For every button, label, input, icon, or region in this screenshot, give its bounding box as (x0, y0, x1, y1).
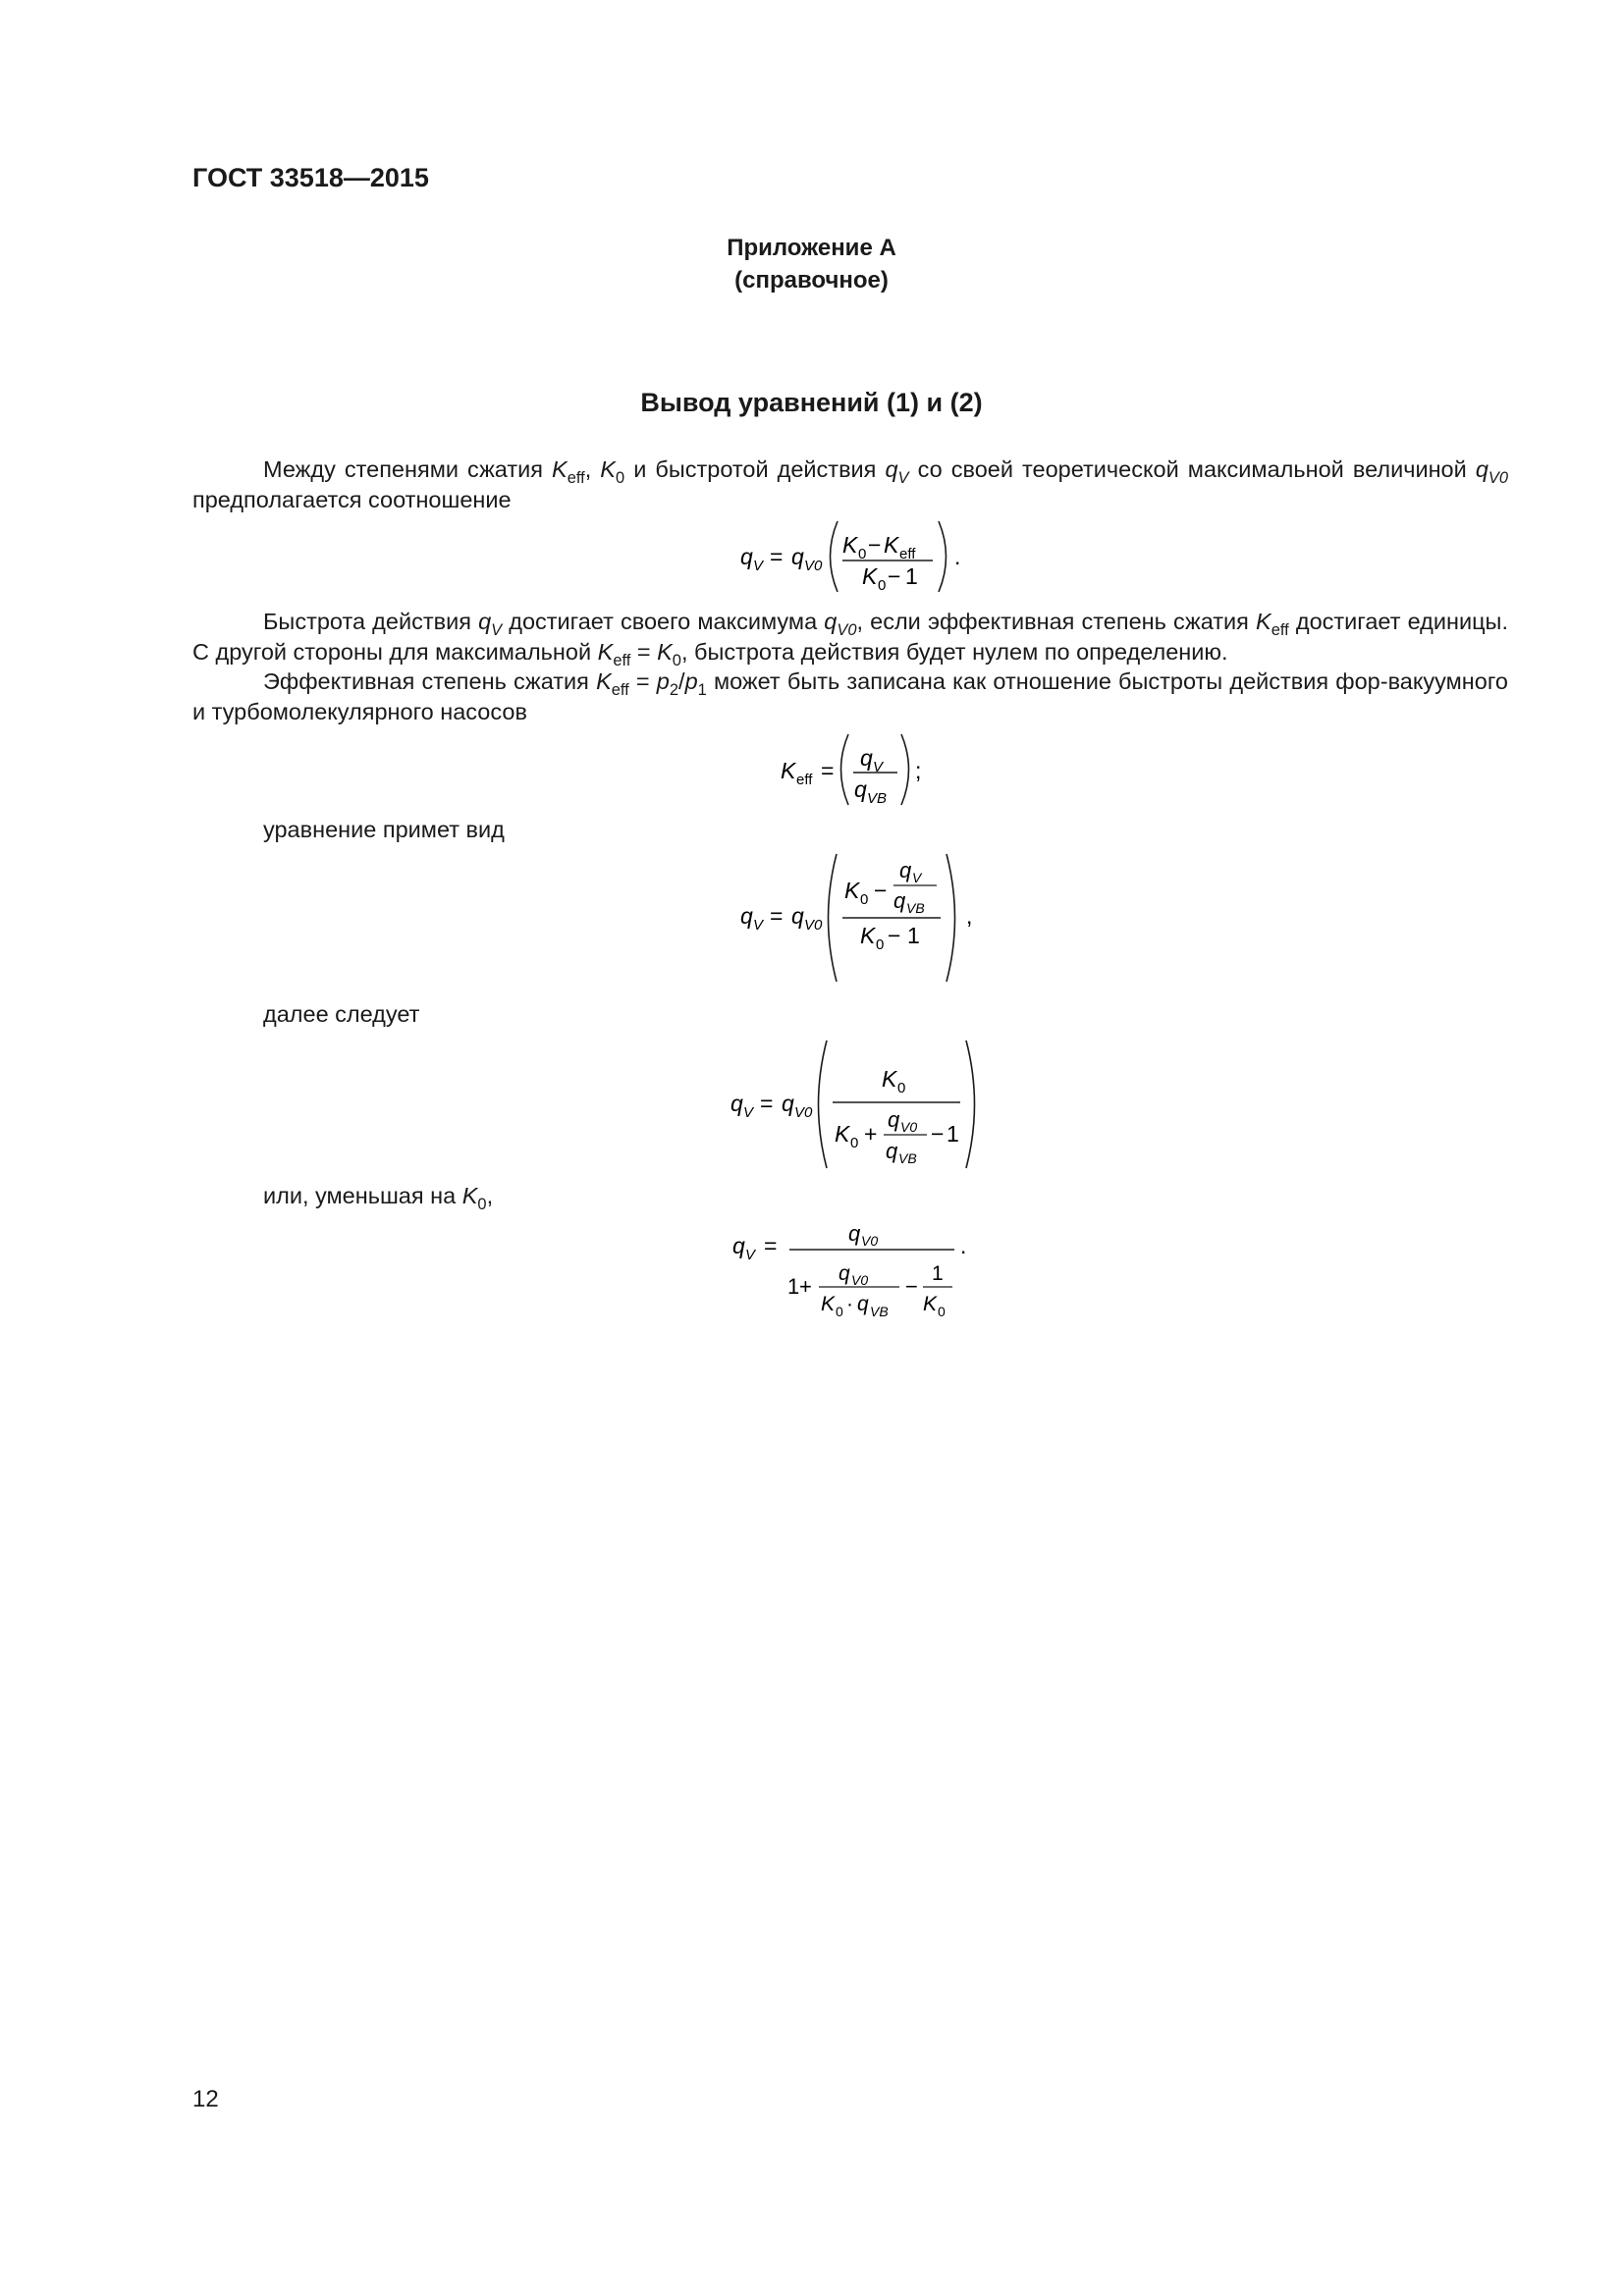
paragraph-2: Быстрота действия $q_V$ достигает своего максимума $q_{V0}$, если эффективная степень сжатия $K_{eff}$ достигает единицы. С другой стороны для максимальной $K_{eff} = K_0$, быстрота действия будет нулем по определению. (192, 609, 1508, 669)
svg-text:V0: V0 (861, 1233, 879, 1249)
svg-text:,: , (966, 903, 973, 929)
equation-4 (717, 1036, 992, 1173)
svg-text:−: − (888, 563, 901, 589)
svg-text:−: − (888, 923, 901, 948)
svg-text:1: 1 (787, 1274, 800, 1299)
svg-text:V0: V0 (804, 917, 823, 934)
lead-text-2: далее следует (263, 1001, 420, 1027)
equation-3 (727, 849, 982, 987)
svg-text:+: + (864, 1121, 878, 1147)
paragraph-3: Эффективная степень сжатия $K_{eff} = p_2/p_1$ может быть записана как отношение быстроты действия фор-вакуумного и турбомолекулярного насосов (192, 668, 1508, 724)
equation-5 (727, 1217, 982, 1325)
svg-text:−: − (931, 1121, 945, 1147)
svg-text:K: K (862, 563, 878, 589)
svg-text:V: V (743, 1104, 754, 1121)
svg-text:V0: V0 (804, 558, 823, 574)
svg-text:;: ; (915, 758, 922, 783)
svg-text:1: 1 (907, 923, 920, 948)
svg-text:K: K (860, 923, 876, 948)
svg-text:q: q (791, 903, 804, 929)
svg-text:=: = (760, 1091, 774, 1116)
svg-text:q: q (839, 1262, 850, 1285)
document-header: ГОСТ 33518—2015 (192, 163, 429, 192)
svg-text:0: 0 (938, 1304, 946, 1319)
svg-text:q: q (848, 1221, 861, 1246)
svg-text:V: V (753, 558, 764, 574)
lead-text-1: уравнение примет вид (263, 817, 505, 842)
svg-text:1: 1 (905, 563, 918, 589)
svg-text:V: V (745, 1247, 756, 1263)
svg-text:q: q (888, 1107, 900, 1132)
svg-text:0: 0 (860, 891, 869, 908)
equation-1 (727, 515, 982, 599)
svg-text:·: · (846, 1293, 853, 1315)
svg-text:−: − (905, 1274, 918, 1299)
svg-text:q: q (899, 858, 912, 882)
svg-text:q: q (893, 888, 906, 913)
svg-text:V: V (873, 759, 884, 775)
svg-text:.: . (954, 544, 961, 569)
svg-text:0: 0 (858, 546, 867, 562)
appendix-subtitle: (справочное) (734, 267, 889, 294)
svg-text:q: q (857, 1293, 869, 1315)
svg-text:q: q (854, 776, 867, 802)
svg-text:0: 0 (897, 1080, 906, 1096)
svg-text:=: = (770, 903, 784, 929)
page-number: 12 (192, 2086, 219, 2112)
svg-text:K: K (882, 1066, 897, 1092)
svg-text:=: = (821, 758, 835, 783)
svg-text:VB: VB (867, 790, 888, 807)
svg-text:V: V (753, 917, 764, 934)
svg-text:K: K (842, 532, 858, 558)
svg-text:q: q (791, 544, 804, 569)
svg-text:V0: V0 (851, 1272, 869, 1288)
svg-text:K: K (835, 1121, 850, 1147)
svg-text:=: = (770, 544, 784, 569)
section-title: Вывод уравнений (1) и (2) (640, 388, 983, 417)
svg-text:=: = (764, 1233, 778, 1258)
svg-text:V0: V0 (794, 1104, 813, 1121)
svg-text:q: q (740, 544, 753, 569)
svg-text:VB: VB (898, 1150, 917, 1166)
svg-text:q: q (740, 903, 753, 929)
svg-text:eff: eff (899, 546, 916, 562)
svg-text:1: 1 (947, 1121, 959, 1147)
svg-text:.: . (960, 1233, 967, 1258)
svg-text:VB: VB (870, 1304, 889, 1319)
svg-text:V: V (912, 870, 922, 885)
paragraph-1: Между степенями сжатия $K_{eff}$, $K_0$ и быстротой действия $q_V$ со своей теоретической максимальной величиной $q_{V0}$ предполагается соотношение (192, 456, 1508, 512)
svg-text:q: q (860, 745, 873, 771)
svg-text:K: K (821, 1293, 836, 1315)
svg-text:−: − (874, 878, 888, 903)
svg-text:VB: VB (906, 900, 925, 916)
svg-text:K: K (884, 532, 899, 558)
appendix-title: Приложение А (727, 235, 896, 261)
svg-text:eff: eff (796, 772, 813, 788)
svg-text:K: K (781, 758, 796, 783)
svg-text:+: + (799, 1274, 812, 1299)
svg-text:1: 1 (932, 1262, 944, 1285)
svg-text:−: − (868, 532, 882, 558)
svg-text:K: K (923, 1293, 938, 1315)
svg-text:0: 0 (878, 577, 887, 594)
svg-text:0: 0 (850, 1135, 859, 1151)
svg-text:K: K (844, 878, 860, 903)
svg-text:0: 0 (876, 936, 885, 953)
svg-text:0: 0 (836, 1304, 843, 1319)
svg-text:q: q (782, 1091, 794, 1116)
svg-text:q: q (886, 1139, 898, 1163)
equation-2 (776, 726, 943, 815)
lead-text-3: или, уменьшая на $K_0$, (263, 1183, 494, 1213)
svg-text:q: q (730, 1091, 743, 1116)
svg-text:V0: V0 (900, 1119, 918, 1135)
svg-text:q: q (732, 1233, 745, 1258)
